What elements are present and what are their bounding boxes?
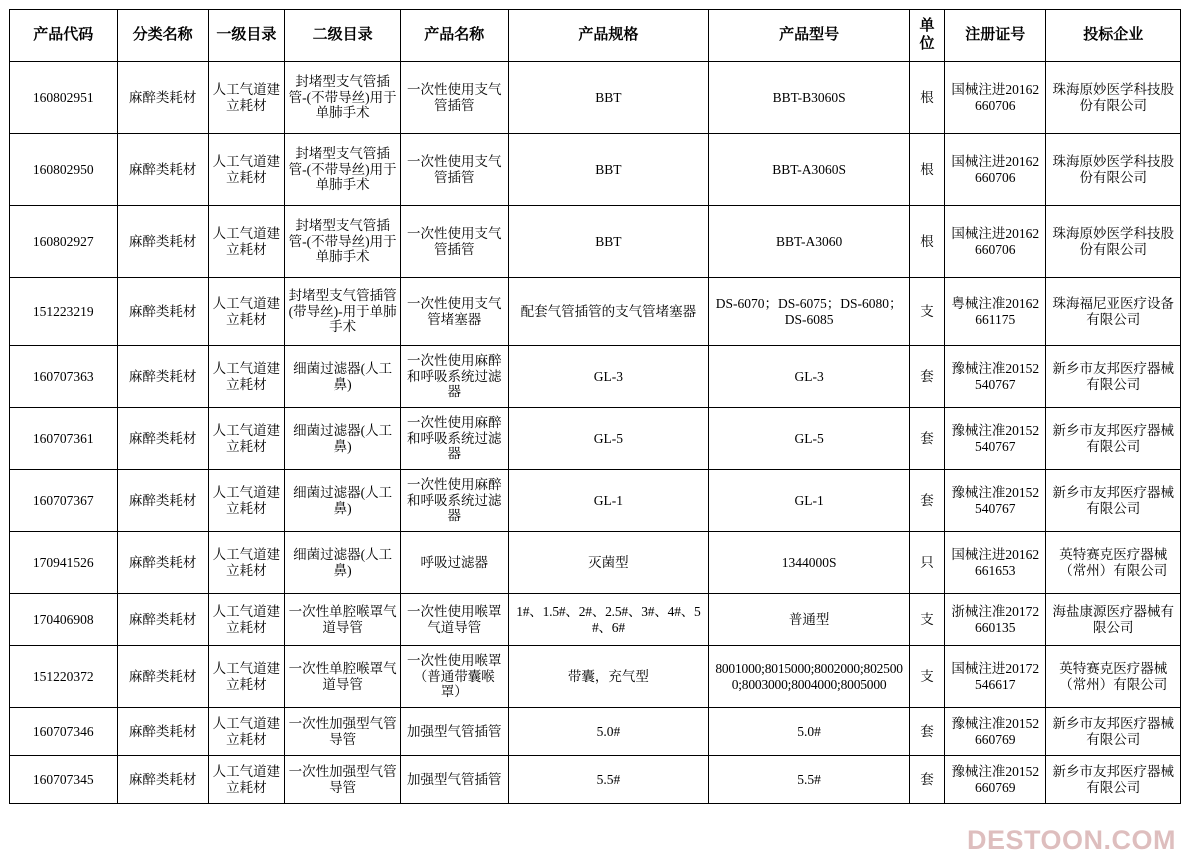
cell-product-code: 160707361 — [10, 408, 118, 470]
cell-level1-directory: 人工气道建立耗材 — [208, 532, 285, 594]
cell-unit: 根 — [909, 206, 944, 278]
cell-level2-directory: 细菌过滤器(人工鼻) — [285, 408, 401, 470]
cell-product-model: BBT-A3060S — [709, 134, 910, 206]
cell-category-name: 麻醉类耗材 — [117, 346, 208, 408]
cell-unit: 根 — [909, 134, 944, 206]
cell-bidding-company: 珠海原妙医学科技股份有限公司 — [1046, 206, 1181, 278]
cell-category-name: 麻醉类耗材 — [117, 278, 208, 346]
cell-unit: 套 — [909, 408, 944, 470]
column-header-level2-directory: 二级目录 — [285, 10, 401, 62]
cell-category-name: 麻醉类耗材 — [117, 134, 208, 206]
cell-registration-number: 国械注进20162660706 — [945, 134, 1046, 206]
column-header-category-name: 分类名称 — [117, 10, 208, 62]
table-row — [10, 708, 1181, 756]
column-header-product-model: 产品型号 — [709, 10, 910, 62]
cell-product-name: 一次性使用支气管插管 — [401, 206, 509, 278]
cell-category-name: 麻醉类耗材 — [117, 62, 208, 134]
cell-level2-directory: 一次性加强型气管导管 — [285, 756, 401, 804]
cell-unit: 套 — [909, 346, 944, 408]
table-row — [10, 532, 1181, 594]
cell-unit: 套 — [909, 756, 944, 804]
cell-product-code: 160707346 — [10, 708, 118, 756]
cell-product-model: 5.5# — [709, 756, 910, 804]
cell-category-name: 麻醉类耗材 — [117, 646, 208, 708]
cell-product-code: 160707367 — [10, 470, 118, 532]
table-row — [10, 278, 1181, 346]
cell-level1-directory: 人工气道建立耗材 — [208, 206, 285, 278]
cell-product-spec: 5.0# — [508, 708, 709, 756]
cell-level2-directory: 封堵型支气管插管-(不带导丝)用于单肺手术 — [285, 134, 401, 206]
cell-bidding-company: 新乡市友邦医疗器械有限公司 — [1046, 470, 1181, 532]
cell-product-name: 一次性使用麻醉和呼吸系统过滤器 — [401, 346, 509, 408]
cell-category-name: 麻醉类耗材 — [117, 594, 208, 646]
cell-product-name: 一次性使用喉罩（普通带囊喉罩） — [401, 646, 509, 708]
cell-registration-number: 粤械注准20162661175 — [945, 278, 1046, 346]
cell-product-spec: 1#、1.5#、2#、2.5#、3#、4#、5#、6# — [508, 594, 709, 646]
cell-product-name: 一次性使用支气管插管 — [401, 62, 509, 134]
column-header-level1-directory: 一级目录 — [208, 10, 285, 62]
table-row — [10, 408, 1181, 470]
cell-product-code: 170941526 — [10, 532, 118, 594]
cell-bidding-company: 英特赛克医疗器械（常州）有限公司 — [1046, 532, 1181, 594]
table-row — [10, 134, 1181, 206]
table-header-row — [10, 10, 1181, 62]
table-row — [10, 594, 1181, 646]
cell-product-name: 加强型气管插管 — [401, 756, 509, 804]
product-catalog-sheet — [9, 9, 1181, 804]
cell-category-name: 麻醉类耗材 — [117, 470, 208, 532]
cell-product-spec: 灭菌型 — [508, 532, 709, 594]
cell-level1-directory: 人工气道建立耗材 — [208, 134, 285, 206]
cell-unit: 只 — [909, 532, 944, 594]
cell-level1-directory: 人工气道建立耗材 — [208, 408, 285, 470]
cell-product-name: 呼吸过滤器 — [401, 532, 509, 594]
cell-product-model: 5.0# — [709, 708, 910, 756]
cell-product-model: 1344000S — [709, 532, 910, 594]
cell-registration-number: 国械注进20162660706 — [945, 62, 1046, 134]
cell-unit: 套 — [909, 708, 944, 756]
cell-registration-number: 国械注进20162661653 — [945, 532, 1046, 594]
cell-level1-directory: 人工气道建立耗材 — [208, 594, 285, 646]
cell-product-spec: 5.5# — [508, 756, 709, 804]
cell-category-name: 麻醉类耗材 — [117, 756, 208, 804]
cell-product-code: 151223219 — [10, 278, 118, 346]
site-watermark: DESTOON.COM — [966, 825, 1176, 855]
cell-bidding-company: 英特赛克医疗器械（常州）有限公司 — [1046, 646, 1181, 708]
cell-product-code: 160802950 — [10, 134, 118, 206]
cell-product-spec: GL-1 — [508, 470, 709, 532]
column-header-unit: 单位 — [909, 10, 944, 62]
cell-bidding-company: 珠海原妙医学科技股份有限公司 — [1046, 62, 1181, 134]
cell-level1-directory: 人工气道建立耗材 — [208, 62, 285, 134]
cell-unit: 支 — [909, 278, 944, 346]
cell-bidding-company: 珠海福尼亚医疗设备有限公司 — [1046, 278, 1181, 346]
cell-category-name: 麻醉类耗材 — [117, 708, 208, 756]
cell-registration-number: 豫械注准20152540767 — [945, 470, 1046, 532]
table-row — [10, 62, 1181, 134]
column-header-product-spec: 产品规格 — [508, 10, 709, 62]
cell-unit: 支 — [909, 646, 944, 708]
cell-product-code: 160707345 — [10, 756, 118, 804]
cell-unit: 支 — [909, 594, 944, 646]
column-header-product-name: 产品名称 — [401, 10, 509, 62]
cell-registration-number: 国械注进20162660706 — [945, 206, 1046, 278]
table-row — [10, 646, 1181, 708]
cell-bidding-company: 新乡市友邦医疗器械有限公司 — [1046, 708, 1181, 756]
table-row — [10, 756, 1181, 804]
table-row — [10, 470, 1181, 532]
product-table — [9, 9, 1181, 804]
cell-product-spec: 带囊，充气型 — [508, 646, 709, 708]
cell-bidding-company: 海盐康源医疗器械有限公司 — [1046, 594, 1181, 646]
cell-product-code: 160707363 — [10, 346, 118, 408]
cell-product-name: 一次性使用喉罩气道导管 — [401, 594, 509, 646]
cell-level2-directory: 一次性单腔喉罩气道导管 — [285, 646, 401, 708]
cell-product-spec: 配套气管插管的支气管堵塞器 — [508, 278, 709, 346]
cell-registration-number: 浙械注准20172660135 — [945, 594, 1046, 646]
cell-bidding-company: 珠海原妙医学科技股份有限公司 — [1046, 134, 1181, 206]
cell-product-code: 160802927 — [10, 206, 118, 278]
cell-level1-directory: 人工气道建立耗材 — [208, 346, 285, 408]
cell-registration-number: 豫械注准20152660769 — [945, 756, 1046, 804]
cell-level2-directory: 一次性加强型气管导管 — [285, 708, 401, 756]
cell-product-spec: GL-5 — [508, 408, 709, 470]
cell-level2-directory: 封堵型支气管插管(带导丝)-用于单肺手术 — [285, 278, 401, 346]
cell-level2-directory: 封堵型支气管插管-(不带导丝)用于单肺手术 — [285, 206, 401, 278]
cell-product-code: 151220372 — [10, 646, 118, 708]
cell-product-spec: BBT — [508, 134, 709, 206]
cell-level1-directory: 人工气道建立耗材 — [208, 278, 285, 346]
cell-level2-directory: 一次性单腔喉罩气道导管 — [285, 594, 401, 646]
cell-unit: 套 — [909, 470, 944, 532]
cell-category-name: 麻醉类耗材 — [117, 206, 208, 278]
cell-product-model: DS-6070；DS-6075；DS-6080；DS-6085 — [709, 278, 910, 346]
cell-registration-number: 豫械注准20152540767 — [945, 408, 1046, 470]
cell-product-model: GL-3 — [709, 346, 910, 408]
cell-registration-number: 豫械注准20152660769 — [945, 708, 1046, 756]
cell-level2-directory: 细菌过滤器(人工鼻) — [285, 346, 401, 408]
column-header-registration-number: 注册证号 — [945, 10, 1046, 62]
cell-product-spec: BBT — [508, 62, 709, 134]
cell-level1-directory: 人工气道建立耗材 — [208, 470, 285, 532]
column-header-bidding-company: 投标企业 — [1046, 10, 1181, 62]
cell-product-spec: BBT — [508, 206, 709, 278]
cell-bidding-company: 新乡市友邦医疗器械有限公司 — [1046, 408, 1181, 470]
cell-product-name: 一次性使用麻醉和呼吸系统过滤器 — [401, 470, 509, 532]
cell-level2-directory: 封堵型支气管插管-(不带导丝)用于单肺手术 — [285, 62, 401, 134]
cell-level2-directory: 细菌过滤器(人工鼻) — [285, 470, 401, 532]
cell-product-name: 一次性使用支气管插管 — [401, 134, 509, 206]
cell-product-model: 普通型 — [709, 594, 910, 646]
cell-product-spec: GL-3 — [508, 346, 709, 408]
cell-product-name: 一次性使用支气管堵塞器 — [401, 278, 509, 346]
cell-product-model: GL-1 — [709, 470, 910, 532]
cell-product-model: GL-5 — [709, 408, 910, 470]
cell-category-name: 麻醉类耗材 — [117, 532, 208, 594]
cell-bidding-company: 新乡市友邦医疗器械有限公司 — [1046, 346, 1181, 408]
cell-unit: 根 — [909, 62, 944, 134]
cell-level2-directory: 细菌过滤器(人工鼻) — [285, 532, 401, 594]
cell-bidding-company: 新乡市友邦医疗器械有限公司 — [1046, 756, 1181, 804]
cell-level1-directory: 人工气道建立耗材 — [208, 646, 285, 708]
table-row — [10, 346, 1181, 408]
cell-category-name: 麻醉类耗材 — [117, 408, 208, 470]
cell-product-code: 160802951 — [10, 62, 118, 134]
cell-registration-number: 国械注进20172546617 — [945, 646, 1046, 708]
table-row — [10, 206, 1181, 278]
cell-product-model: BBT-B3060S — [709, 62, 910, 134]
cell-registration-number: 豫械注准20152540767 — [945, 346, 1046, 408]
cell-product-model: BBT-A3060 — [709, 206, 910, 278]
cell-product-name: 加强型气管插管 — [401, 708, 509, 756]
cell-product-model: 8001000;8015000;8002000;8025000;8003000;8004000;8005000 — [709, 646, 910, 708]
column-header-product-code: 产品代码 — [10, 10, 118, 62]
cell-level1-directory: 人工气道建立耗材 — [208, 756, 285, 804]
cell-level1-directory: 人工气道建立耗材 — [208, 708, 285, 756]
cell-product-name: 一次性使用麻醉和呼吸系统过滤器 — [401, 408, 509, 470]
cell-product-code: 170406908 — [10, 594, 118, 646]
